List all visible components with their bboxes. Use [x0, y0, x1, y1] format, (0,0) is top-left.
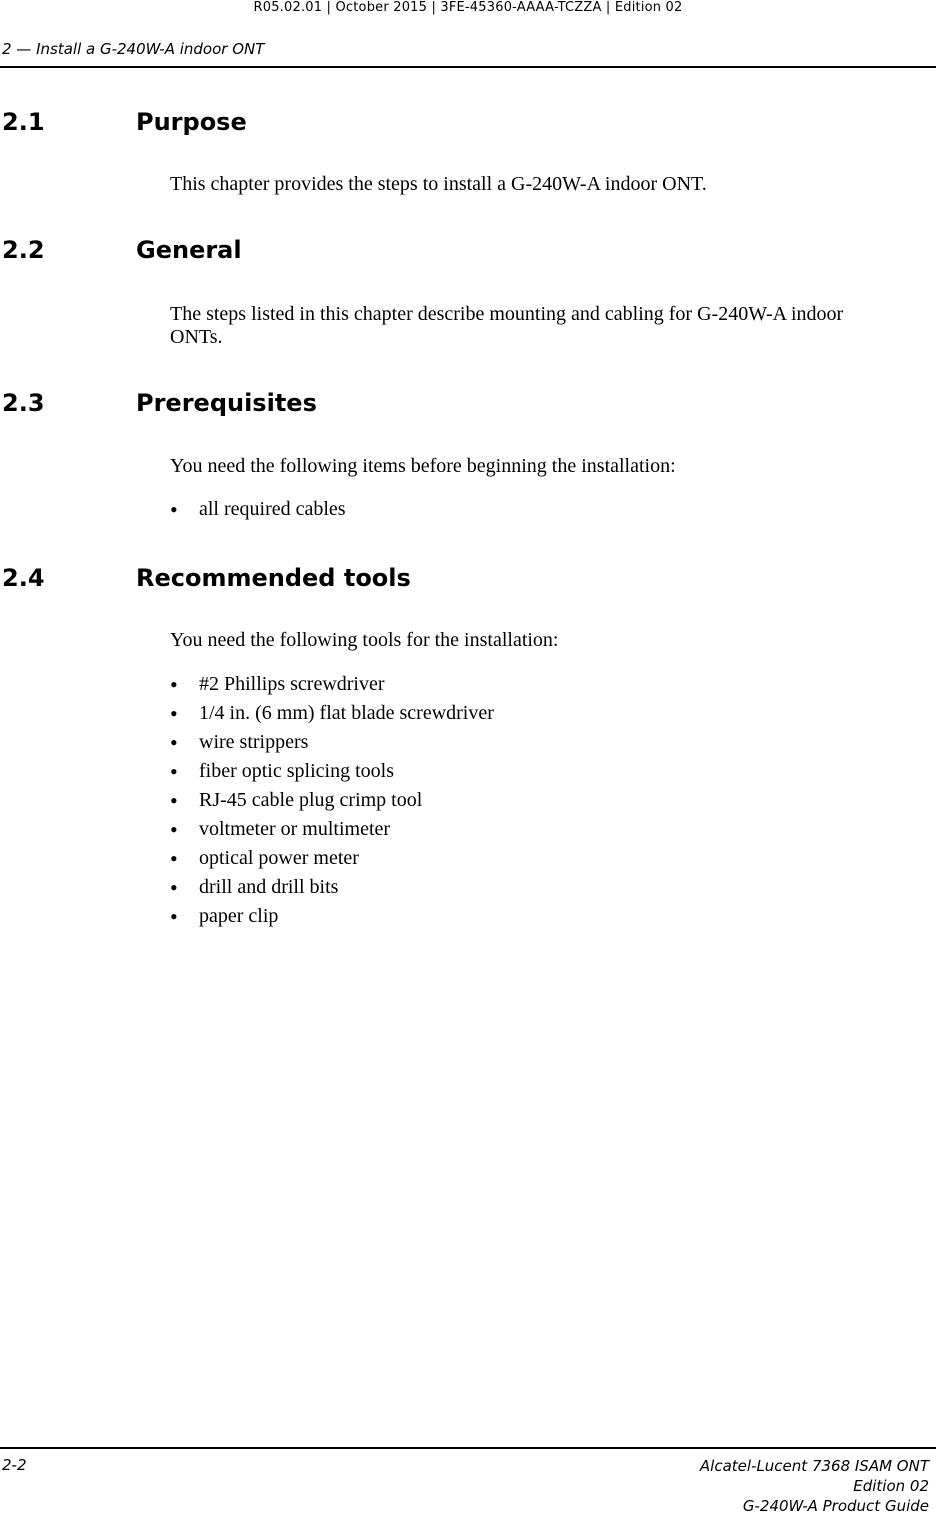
list-item: • 1/4 in. (6 mm) flat blade screwdriver	[170, 699, 494, 728]
footer-guide: G-240W-A Product Guide	[742, 1497, 929, 1515]
running-header-title: 2 — Install a G-240W-A indoor ONT	[2, 40, 265, 58]
list-item: • all required cables	[170, 495, 346, 524]
footer-product-info	[700, 1456, 929, 1516]
list-item: • #2 Phillips screwdriver	[170, 670, 494, 699]
tools-paragraph: You need the following tools for the installation:	[170, 629, 559, 651]
section-title: Purpose	[136, 108, 247, 136]
section-number: 2.2	[2, 236, 45, 264]
general-paragraph-line-1: The steps listed in this chapter describe mounting and cabling for G-240W-A indoor	[170, 303, 844, 325]
section-number: 2.4	[2, 564, 45, 592]
tools-list	[170, 670, 494, 931]
document-metadata: R05.02.01 | October 2015 | 3FE-45360-AAAA-TCZZA | Edition 02	[253, 0, 683, 15]
section-number: 2.3	[2, 389, 45, 417]
list-item: • paper clip	[170, 902, 494, 931]
list-item: • wire strippers	[170, 728, 494, 757]
list-item: • voltmeter or multimeter	[170, 815, 494, 844]
list-item: • optical power meter	[170, 844, 494, 873]
list-item: • fiber optic splicing tools	[170, 757, 494, 786]
header-rule	[0, 66, 936, 68]
section-title: Prerequisites	[136, 389, 317, 417]
page-number: 2-2	[2, 1456, 27, 1474]
section-title: Recommended tools	[136, 564, 411, 592]
footer-rule	[0, 1447, 936, 1449]
section-title: General	[136, 236, 242, 264]
general-paragraph-line-2: ONTs.	[170, 326, 223, 348]
footer-product: Alcatel-Lucent 7368 ISAM ONT	[699, 1457, 929, 1475]
prerequisites-list	[170, 495, 346, 524]
prerequisites-paragraph: You need the following items before beginning the installation:	[170, 455, 676, 477]
section-number: 2.1	[2, 108, 45, 136]
list-item: • RJ-45 cable plug crimp tool	[170, 786, 494, 815]
purpose-paragraph: This chapter provides the steps to install a G-240W-A indoor ONT.	[170, 173, 707, 195]
footer-edition: Edition 02	[853, 1477, 929, 1495]
list-item: • drill and drill bits	[170, 873, 494, 902]
